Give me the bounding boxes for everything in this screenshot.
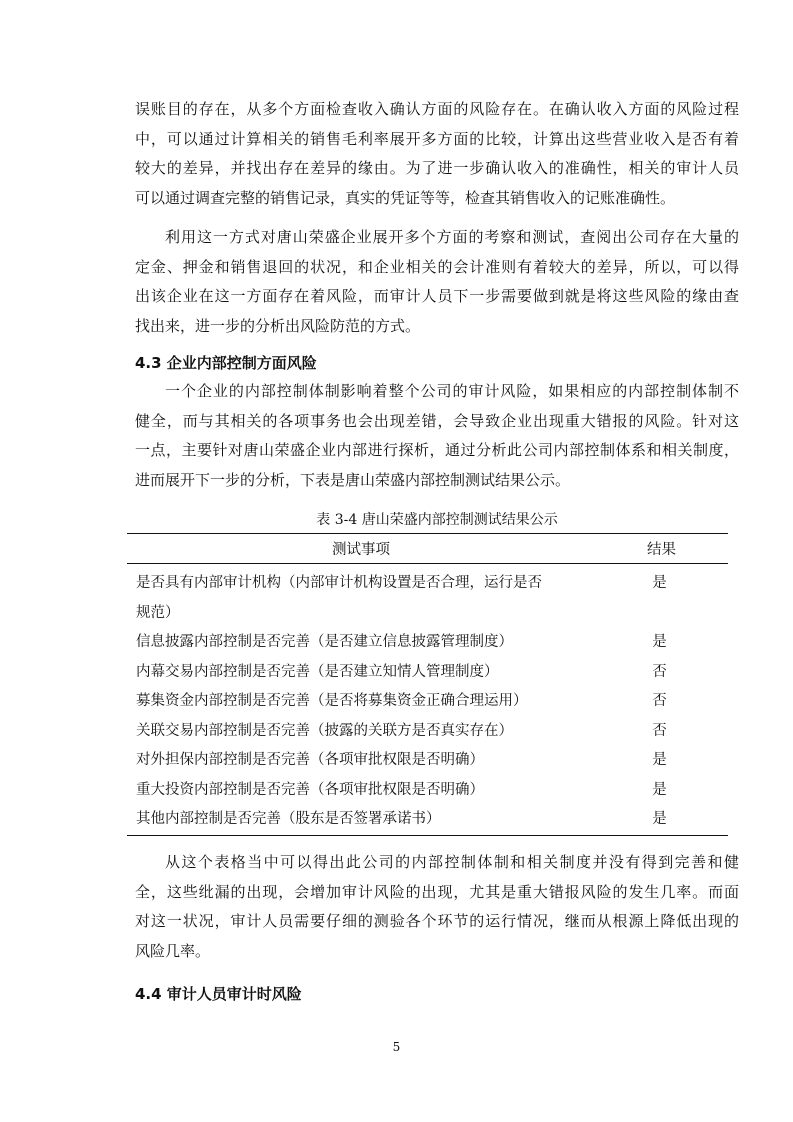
result-cell: 否: [652, 693, 667, 709]
table-header-row: [127, 534, 728, 564]
paragraph-line: 一点，主要针对唐山荣盛企业内部进行探析，通过分析此公司内部控制体系和相关制度，: [135, 441, 739, 459]
result-cell: 是: [652, 752, 667, 768]
test-item-cell: 对外担保内部控制是否完善（各项审批权限是否明确）: [136, 752, 484, 768]
test-item-line: 是否具有内部审计机构（内部审计机构设置是否合理，运行是否: [136, 575, 542, 591]
paragraph-line: 利用这一方式对唐山荣盛企业展开多个方面的考察和测试，查阅出公司存在大量的: [165, 228, 739, 246]
paragraph-2: [135, 223, 739, 341]
section-heading-4-4: 4.4 审计人员审计时风险: [135, 985, 302, 1003]
page-number: 5: [392, 1040, 401, 1054]
test-item-cell: [127, 569, 591, 628]
paragraph-line: 健全，而与其相关的各项事务也会出现差错，会导致企业出现重大错报的风险。针对这: [135, 411, 739, 430]
paragraph-1: [135, 95, 739, 213]
table-row: [127, 717, 728, 747]
test-item-cell: 重大投资内部控制是否完善（各项审批权限是否明确）: [136, 781, 484, 798]
result-cell: 是: [652, 811, 667, 827]
test-item-cell: 内幕交易内部控制是否完善（是否建立知情人管理制度）: [136, 663, 499, 680]
paragraph-3: [135, 377, 739, 495]
result-cell: 否: [652, 663, 667, 680]
paragraph-line: 找出来，进一步的分析出风险防范的方式。: [135, 316, 421, 335]
test-item-line: 规范）: [136, 604, 180, 621]
paragraph-line: 误账目的存在，从多个方面检查收入确认方面的风险存在。在确认收入方面的风险过程: [135, 100, 739, 118]
table-row: [127, 564, 728, 628]
paragraph-line: 从这个表格当中可以得出此公司的内部控制体制和相关制度并没有得到完善和健: [165, 853, 739, 871]
paragraph-line: 进而展开下一步的分析，下表是唐山荣盛内部控制测试结果公示。: [135, 470, 571, 489]
test-item-cell: 其他内部控制是否完善（股东是否签署承诺书）: [136, 811, 441, 827]
paragraph-line: 可以通过调查完整的销售记录，真实的凭证等等，检查其销售收入的记账准确性。: [135, 188, 676, 207]
paragraph-line: 定金、押金和销售退回的状况，和企业相关的会计准则有着较大的差异，所以，可以得: [135, 257, 739, 276]
paragraph-line: 对这一状况，审计人员需要仔细的测验各个环节的运行情况，继而从根源上降低出现的: [135, 912, 739, 930]
table-row: [127, 776, 728, 806]
paragraph-line: 中，可以通过计算相关的销售毛利率展开多方面的比较，计算出这些营业收入是否有着: [135, 129, 739, 148]
table-row: [127, 658, 728, 688]
test-item-cell: 关联交易内部控制是否完善（披露的关联方是否真实存在）: [136, 722, 513, 739]
result-cell: 否: [652, 722, 667, 739]
header-test-item: 测试事项: [332, 542, 390, 558]
table-row: [127, 746, 728, 776]
result-cell: 是: [652, 781, 667, 798]
paragraph-line: 风险几率。: [135, 941, 211, 960]
control-test-table: [127, 533, 728, 836]
section-heading-4-3: 4.3 企业内部控制方面风险: [135, 354, 317, 372]
test-item-cell: 信息披露内部控制是否完善（是否建立信息披露管理制度）: [136, 634, 513, 650]
paragraph-line: 一个企业的内部控制体制影响着整个公司的审计风险，如果相应的内部控制体制不: [165, 382, 739, 400]
result-cell: 是: [652, 575, 667, 591]
paragraph-line: 较大的差异，并找出存在差异的缘由。为了进一步确认收入的准确性，相关的审计人员: [135, 159, 739, 177]
table-row: [127, 628, 728, 658]
table-row: [127, 805, 728, 835]
test-item-cell: 募集资金内部控制是否完善（是否将募集资金正确合理运用）: [136, 693, 528, 709]
table-caption: 表 3-4 唐山荣盛内部控制测试结果公示: [316, 512, 558, 528]
paragraph-line: 全，这些纰漏的出现，会增加审计风险的出现，尤其是重大错报风险的发生几率。而面: [135, 882, 739, 901]
result-cell: 是: [652, 634, 667, 650]
header-result: 结果: [647, 542, 676, 558]
paragraph-line: 出该企业在这一方面存在着风险，而审计人员下一步需要做到就是将这些风险的缘由查: [135, 287, 739, 305]
table-row: [127, 687, 728, 717]
paragraph-4: [135, 848, 739, 966]
